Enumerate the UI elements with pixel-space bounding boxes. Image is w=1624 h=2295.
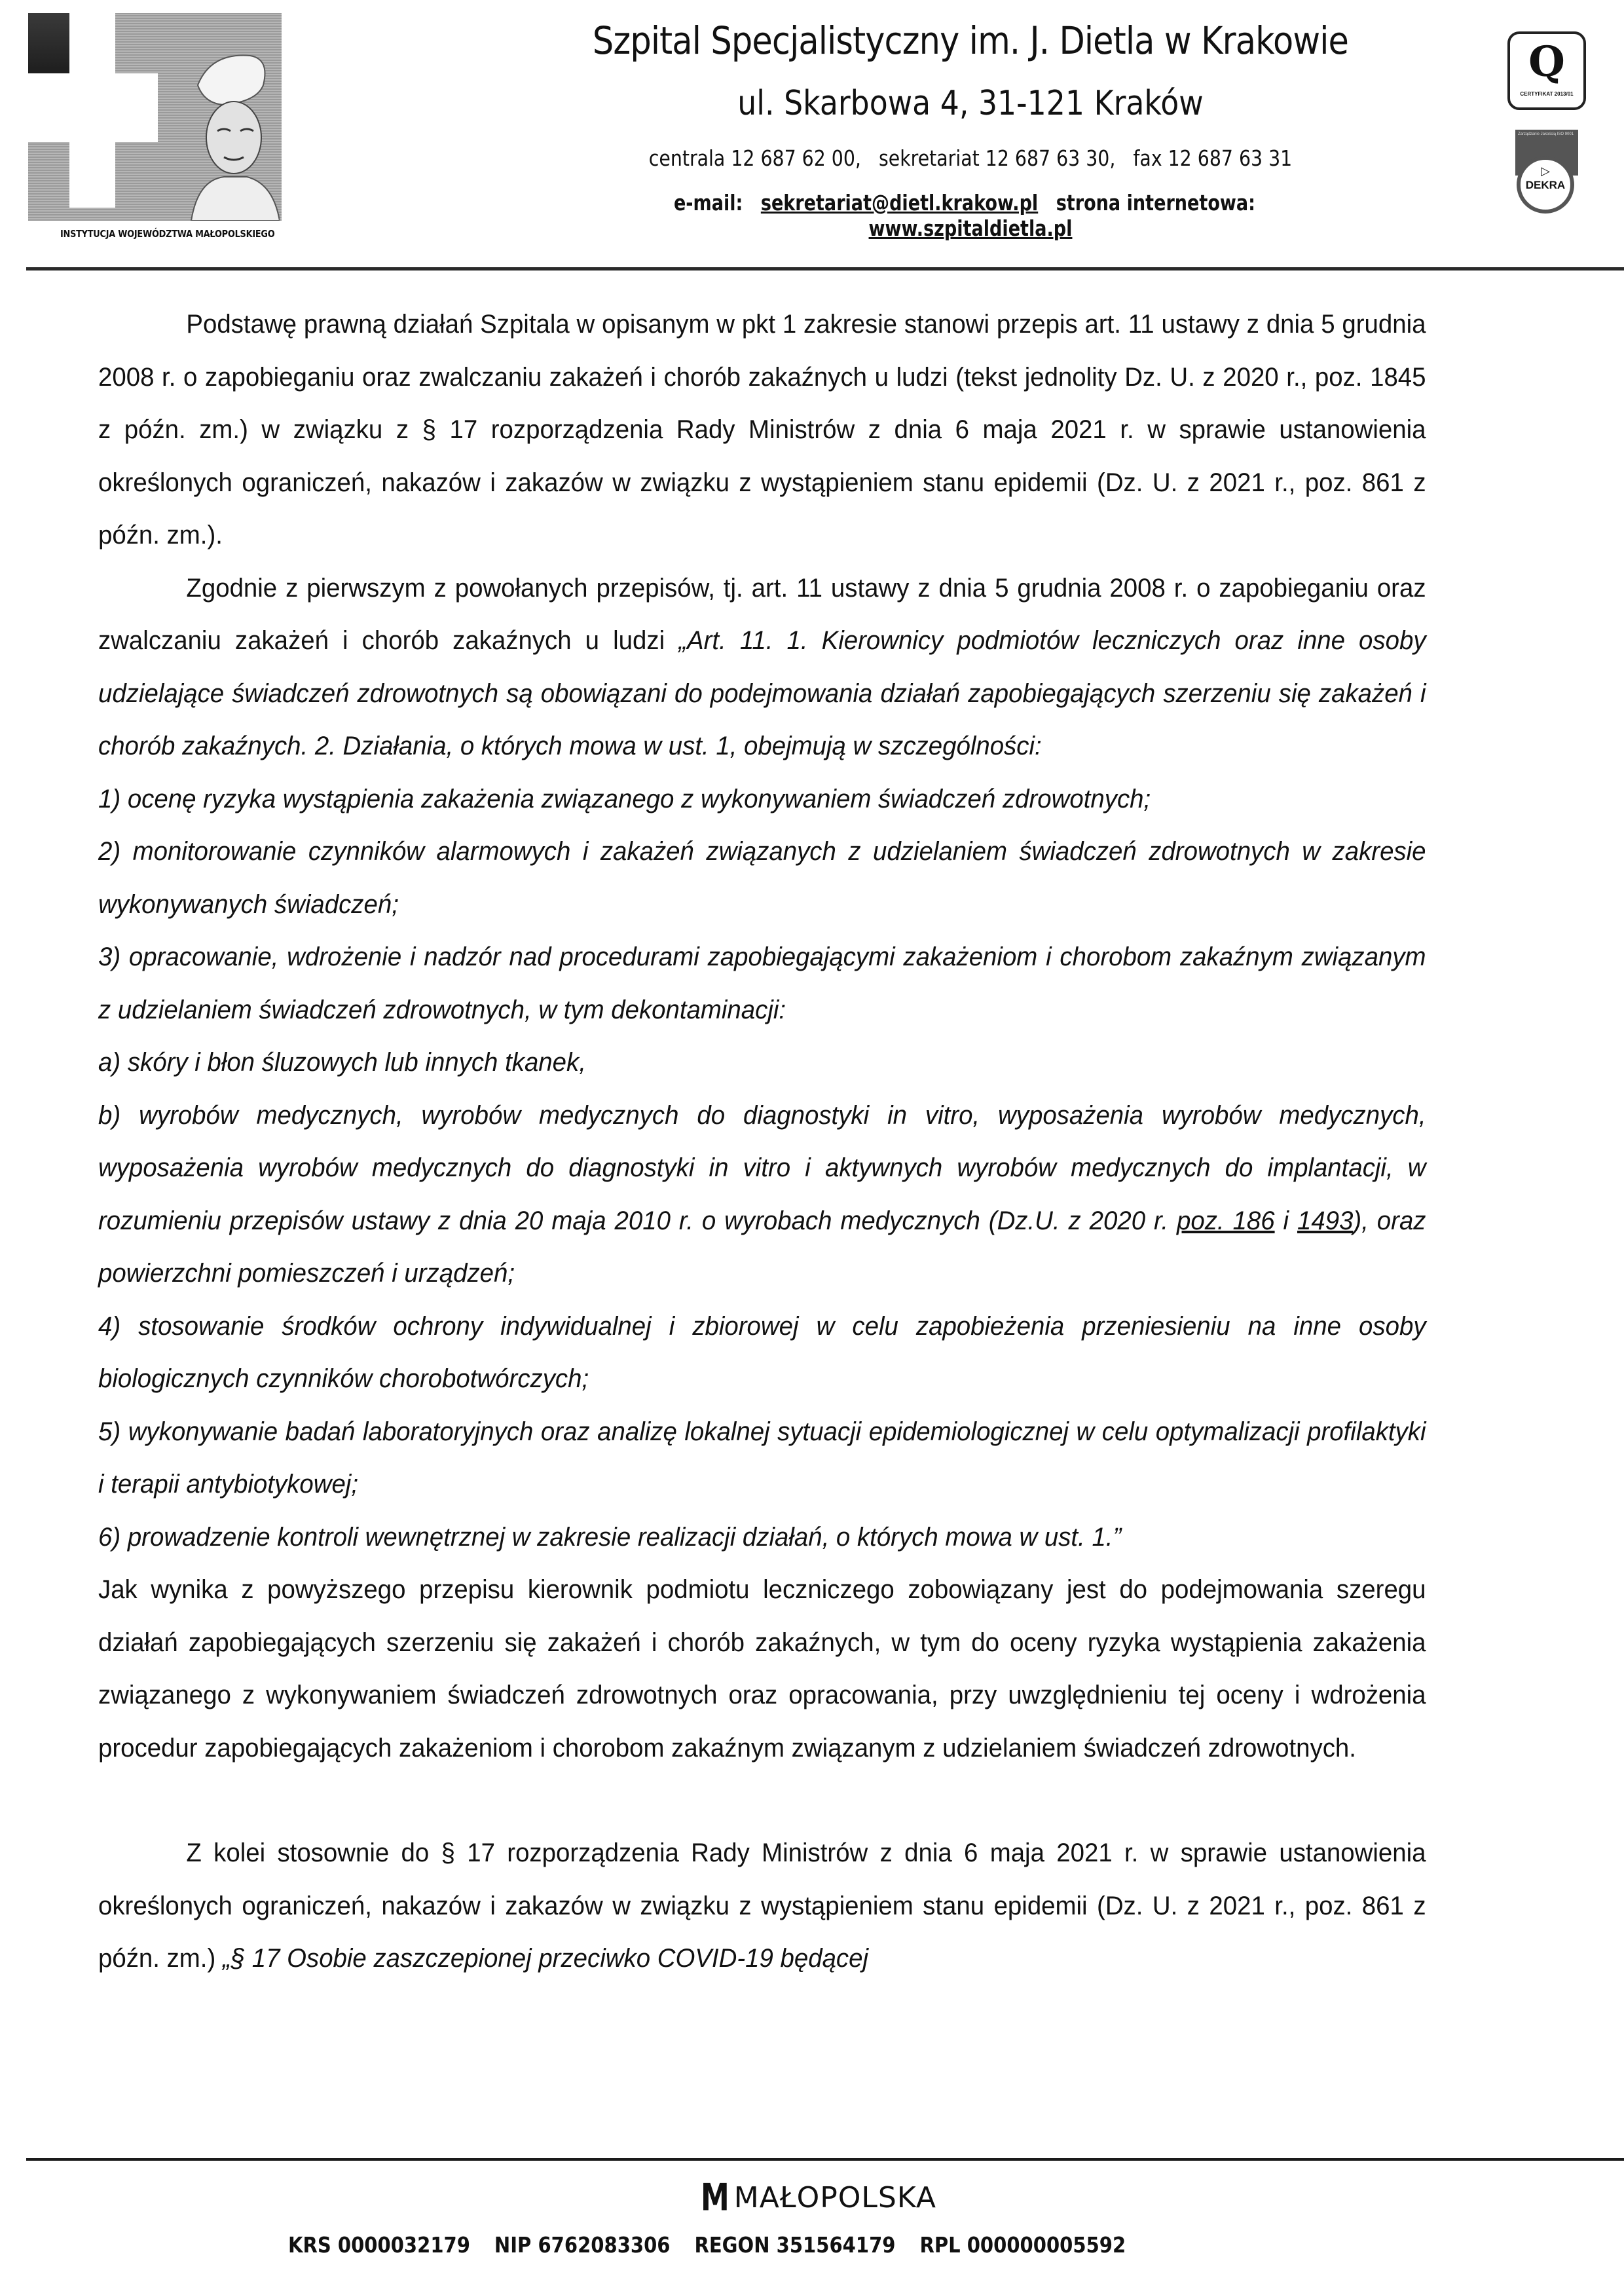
aq-certificate-badge	[1507, 31, 1586, 110]
website-label: strona internetowa:	[1056, 190, 1256, 215]
institution-label: INSTYTUCJA WOJEWÓDZTWA MAŁOPOLSKIEGO	[60, 228, 275, 240]
list-item	[98, 1300, 1426, 1406]
list-item	[98, 1036, 1426, 1089]
paragraph-legal-basis: Podstawę prawną działań Szpitala w opisanym w pkt 1 zakresie stanowi przepis art. 11 ustawy z dnia 5 grudnia 2008 r. o zapobieganiu oraz zwalczaniu zakażeń i chorób zakaźnych u ludzi (tekst jednolity Dz. U. z 2020 r., poz. 1845 z późn. zm.) w związku z § 17 rozporządzenia Rady Ministrów z dnia 6 maja 2021 r. w sprawie ustanowienia określonych ograniczeń, nakazów i zakazów w związku z wystąpieniem stanu epidemii (Dz. U. z 2021 r., poz. 861 z późn. zm.).	[98, 310, 1426, 550]
spacer	[98, 1774, 1481, 1827]
item-b-tail: ), oraz powierzchni pomieszczeń i urządzeń;	[98, 1206, 1426, 1288]
footer-divider	[26, 2158, 1624, 2161]
malopolska-brand	[655, 2176, 982, 2220]
article-quote: „Art. 11. 1. Kierownicy podmiotów leczniczych oraz inne osoby udzielające świadczeń zdrowotnych są obowiązani do podejmowania działań zapobiegających szerzeniu się zakażeń i chorób zakaźnych. 2. Działania, o których mowa w ust. 1, obejmują w szczególności:	[98, 626, 1426, 760]
aq-logo-icon: Q	[1528, 37, 1565, 86]
list-item	[98, 1089, 1426, 1300]
contact-web	[600, 190, 1341, 241]
registry-ids	[288, 2232, 1153, 2258]
id-value-regon: 351564179	[776, 2232, 896, 2258]
portrait-icon	[185, 39, 280, 221]
id-label-regon: REGON	[694, 2232, 770, 2258]
malopolska-logo-icon: M	[700, 2176, 730, 2220]
list-item-text: 4) stosowanie środków ochrony indywidualnej i zbiorowej w celu zapobieżenia przeniesieniu na inne osoby biologicznych czynników chorobotwórczych;	[98, 1311, 1426, 1393]
dekra-band-text: Zarządzanie Jakością ISO 9001	[1515, 130, 1578, 176]
hospital-address: ul. Skarbowa 4, 31-121 Kraków	[737, 84, 1204, 123]
hospital-name: Szpital Specjalistyczny im. J. Dietla w Krakowie	[592, 18, 1349, 63]
list-item-text: 3) opracowanie, wdrożenie i nadzór nad procedurami zapobiegającymi zakażeniom i chorobom zakaźnym związanym z udzielaniem świadczeń zdrowotnych, w tym dekontaminacji:	[98, 942, 1426, 1024]
id-value-nip: 6762083306	[538, 2232, 671, 2258]
id-value-krs: 0000032179	[337, 2232, 470, 2258]
list-item-text: 6) prowadzenie kontroli wewnętrznej w zakresie realizacji działań, o których mowa w ust. 1.”	[98, 1522, 1122, 1552]
paragraph-conclusion: Jak wynika z powyższego przepisu kierownik podmiotu leczniczego zobowiązany jest do podejmowania szeregu działań zapobiegających szerzeniu się zakażeń i chorób zakaźnych, w tym do oceny ryzyka wystąpienia zakażenia związanego z wykonywaniem świadczeń zdrowotnych oraz opracowania, przy uwzględnieniu tej oceny i wdrożenia procedur zapobiegających zakażeniom i chorobom zakaźnym związanym z udzielaniem świadczeń zdrowotnych.	[98, 1575, 1426, 1763]
list-item	[98, 773, 1426, 826]
id-label-krs: KRS	[288, 2232, 331, 2258]
logo-cross-horizontal	[115, 73, 158, 142]
arrow-icon: ▷	[1541, 164, 1550, 177]
dekra-certificate-badge	[1515, 130, 1578, 221]
list-item-text: 2) monitorowanie czynników alarmowych i zakażeń związanych z udzielaniem świadczeń zdrowotnych w zakresie wykonywanych świadczeń;	[98, 837, 1426, 919]
item-b-conjunction: i	[1274, 1206, 1297, 1235]
dekra-name: DEKRA	[1525, 179, 1566, 191]
reference-link-186[interactable]: poz. 186	[1176, 1206, 1275, 1235]
dekra-circle	[1517, 156, 1574, 214]
regulation-quote: „§ 17 Osobie zaszczepionej przeciwko COVID-19 będącej	[222, 1944, 869, 1973]
id-label-nip: NIP	[494, 2232, 532, 2258]
email-label: e-mail:	[673, 190, 743, 215]
id-label-rpl: RPL	[919, 2232, 961, 2258]
reference-link-1493[interactable]: 1493	[1297, 1206, 1354, 1235]
header-divider	[26, 267, 1624, 271]
paragraph-regulation-17	[98, 1827, 1426, 1985]
logo-cross-vertical	[69, 13, 115, 208]
list-item-text	[98, 1101, 1426, 1288]
letter-body	[98, 298, 1481, 1985]
malopolska-label: MAŁOPOLSKA	[733, 2181, 936, 2214]
email-link[interactable]: sekretariat@dietl.krakow.pl	[760, 190, 1039, 215]
aq-certificate-label: CERTYFIKAT 2013/01	[1520, 91, 1574, 97]
website-link[interactable]: www.szpitaldietla.pl	[868, 215, 1073, 241]
list-item	[98, 825, 1426, 931]
list-item	[98, 1406, 1426, 1511]
article-intro: Zgodnie z pierwszym z powołanych przepisów, tj. art. 11 ustawy z dnia 5 grudnia 2008 r. o zapobieganiu oraz zwalczaniu zakażeń i chorób zakaźnych u ludzi	[98, 573, 1426, 655]
id-value-rpl: 000000005592	[967, 2232, 1126, 2258]
item-b-text: b) wyrobów medycznych, wyrobów medycznych do diagnostyki in vitro, wyposażenia wyrobów medycznych, wyposażenia wyrobów medycznych do diagnostyki in vitro i aktywnych wyrobów medycznych do implantacji, w rozumieniu przepisów ustawy z dnia 20 maja 2010 r. o wyrobach medycznych (Dz.U. z 2020 r.	[98, 1100, 1426, 1235]
list-item-text: a) skóry i błon śluzowych lub innych tkanek,	[98, 1048, 586, 1077]
list-item-text: 5) wykonywanie badań laboratoryjnych oraz analizę lokalnej sytuacji epidemiologicznej w celu optymalizacji profilaktyki i terapii antybiotykowej;	[98, 1417, 1426, 1499]
hospital-logo	[26, 13, 282, 221]
regulation-intro: Z kolei stosownie do § 17 rozporządzenia Rady Ministrów z dnia 6 maja 2021 r. w sprawie ustanowienia określonych ograniczeń, nakazów i zakazów w związku z wystąpieniem stanu epidemii (Dz. U. z 2021 r., poz. 861 z późn. zm.)	[98, 1838, 1426, 1973]
paragraph-article-11	[98, 562, 1426, 773]
phone-numbers: centrala 12 687 62 00, sekretariat 12 687 63 30, fax 12 687 63 31	[648, 145, 1293, 171]
logo-dark-square	[28, 13, 69, 73]
list-item-text: 1) ocenę ryzyka wystąpienia zakażenia związanego z wykonywaniem świadczeń zdrowotnych;	[98, 784, 1151, 813]
list-item	[98, 1511, 1426, 1564]
list-item	[98, 931, 1426, 1036]
